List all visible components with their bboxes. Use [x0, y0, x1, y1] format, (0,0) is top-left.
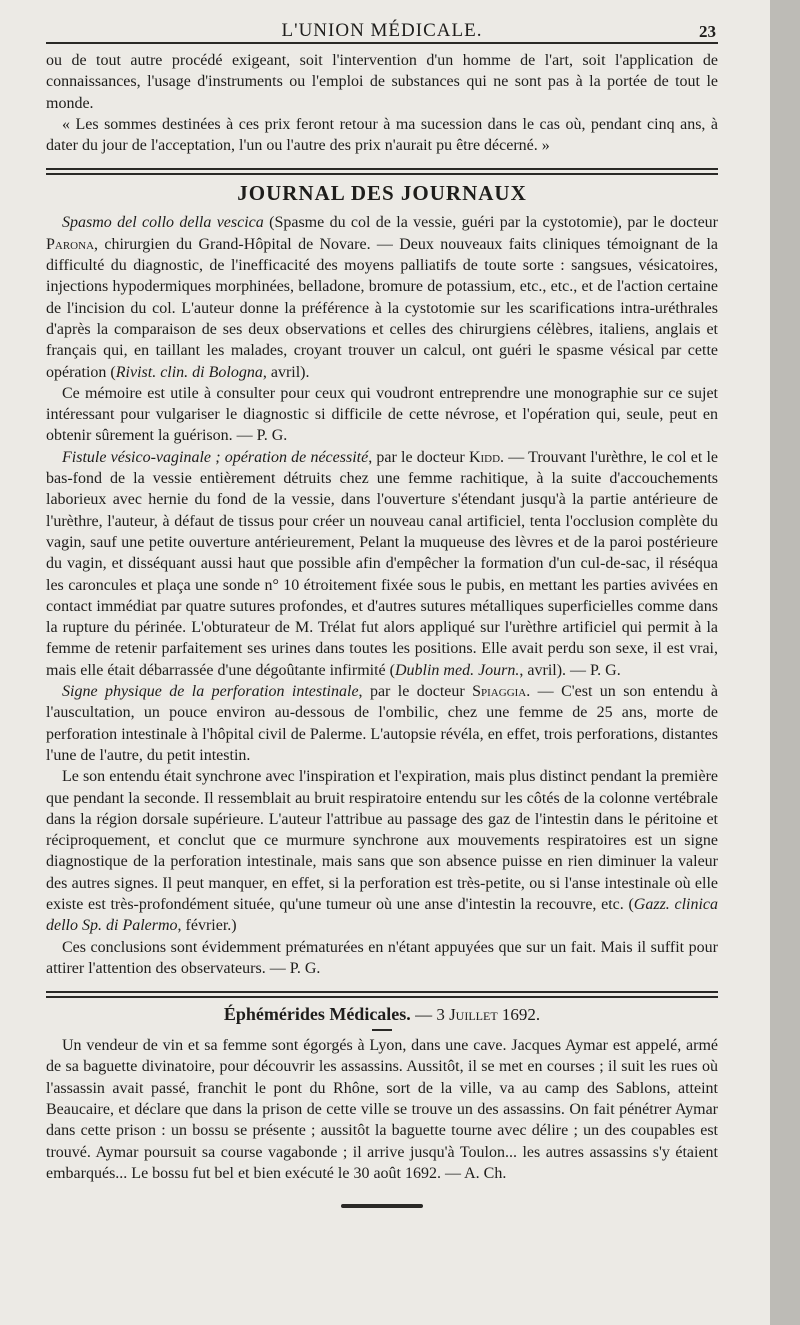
intro-paragraph-1: ou de tout autre procédé exigeant, soit l'intervention d'un homme de l'art, soit l'application de connaissances, l'usage d'instruments ou l'emploi de substances qui ne sont pas à la portée de tout le monde.	[46, 52, 718, 112]
intro-paragraph-2: « Les sommes destinées à ces prix feront retour à ma sucession dans le cas où, pendant cinq ans, à dater du jour de l'acceptation, l'un ou l'autre des prix n'aurait pu être décerné. »	[46, 115, 718, 155]
ephemerides-paragraph: Un vendeur de vin et sa femme sont égorgés à Lyon, dans une cave. Jacques Aymar est appelé, armé de sa baguette divinatoire, pour découvrir les assassins. Aussitôt, il se met en courses ; il suit les rues où l'assassin avait passé, franchit le pont du Rhône, sort de la ville, va au camp des Sablons, atteint Beaucaire, et déclare que dans la prison de cette ville se trouve un des assassins. On fait pénétrer Aymar dans cette prison : un bossu se présente ; aussitôt la baguette tourne avec délire ; un des coupables est trouvé. Aymar poursuit sa course vagabonde ; il arrive jusqu'à Toulon... les autres assassins s'y étaient embarqués... Le bossu fut bel et bien exécuté le 30 août 1692. — A. Ch.	[46, 1037, 718, 1182]
end-ornament-rule	[341, 1204, 423, 1208]
ephemerides-divider	[46, 991, 718, 998]
article-2-paragraph: Fistule vésico-vaginale ; opération de nécessité, par le docteur Kidd. — Trouvant l'urèthre, le col et le bas-fond de la vessie entièrement détruits chez une femme rachitique, à la suite d'accouchements laborieux avec hernie du fond de la vessie, dans l'ouverture s'étendant jusqu'à la partie antérieure de l'urèthre, l'auteur, à défaut de tissus pour créer un nouveau canal artificiel, tenta l'occlusion complète du vagin, sauf une petite ouverture antérieurement, Pelant la muqueuse des lèvres et de la paroi postérieure du vagin, et disséquant aussi haut que possible afin d'empêcher la formation d'un cul-de-sac, il réséqua les caroncules et plaça une sonde n° 10 étroitement fixée sous le pubis, en mettant les parties avivées en contact immédiat par quatre sutures profondes, et d'autres sutures métalliques superficielles comme dans la rupture du périnée. L'obturateur de M. Trélat fut alors appliqué sur l'urèthre artificiel qui permit à la femme de retenir parfaitement ses urines dans toutes les positions. Elle avait perdu son sexe, il est vrai, mais elle était débarrassée d'une dégoûtante infirmité (Dublin med. Journ., avril). — P. G.	[46, 448, 719, 679]
article-3-paragraph-3: Ces conclusions sont évidemment prématurées en n'étant appuyées que sur un fait. Mais il suffit pour attirer l'attention des observateurs. — P. G.	[46, 938, 718, 977]
section-divider	[46, 168, 718, 175]
article-2-author: Kidd	[468, 448, 501, 466]
journal-title: L'UNION MÉDICALE.	[281, 20, 483, 41]
text-column	[46, 12, 718, 1208]
article-2-source: Dublin med. Journ.	[394, 661, 520, 679]
article-2-title: Fistule vésico-vaginale ; opération de nécessité	[62, 448, 369, 466]
intro-block	[46, 50, 718, 156]
article-1-title: Spasmo del collo della vescica	[62, 214, 264, 232]
ephemerides-title: Éphémérides Médicales.	[223, 1004, 411, 1025]
article-3-source: Gazz. clinica dello Sp. di Palermo	[46, 895, 719, 935]
heading-rule	[372, 1029, 392, 1031]
article-1-paragraph: Spasmo del collo della vescica (Spasme du col de la vessie, guéri par la cystotomie), par le docteur Parona, chirurgien du Grand-Hôpital de Novare. — Deux nouveaux faits cliniques témoignant de la difficulté du diagnostic, de l'inefficacité des moyens palliatifs de toute sorte : sangsues, vésicatoires, injections hypodermiques morphinées, belladone, bromure de potassium, etc., etc., et de l'action certaine de l'incision du col. L'auteur donne la préférence à la cystotomie sur les scarifications intra-uréthrales d'après la comparaison de ses deux observations et celles des chirurgiens célèbres, italiens, anglais et français qui, en taillant les malades, croyant trouver un calcul, ont guéri le spasme vésical par cette opération (Rivist. clin. di Bologna, avril).	[46, 214, 719, 381]
running-header	[46, 12, 718, 44]
section-heading: JOURNAL DES JOURNAUX	[237, 181, 527, 206]
article-3-paragraph-2: Le son entendu était synchrone avec l'inspiration et l'expiration, mais plus distinct pendant la première que pendant la seconde. Il ressemblait au bruit respiratoire entendu sur les côtés de la colonne vertébrale dans la région dorsale supérieure. L'auteur l'attribue au passage des gaz de l'intestin dans le péritoine et réciproquement, et conclut que ce murmure synchrone aux mouvements respiratoires est un signe diagnostique de la perforation intestinale, mais sans que son absence puisse en rien diminuer la valeur des autres signes. Il peut manquer, en effet, si la perforation est très-petite, ou si l'anse intestinale où elle existe est très-profondément située, qu'une tumeur où une anse d'intestin la recouvre, etc. (Gazz. clinica dello Sp. di Palermo, février.)	[46, 768, 719, 935]
article-1-paragraph-2: Ce mémoire est utile à consulter pour ceux qui voudront entreprendre une monographie sur ce sujet intéressant pour vulgariser le diagnostic si difficile de cette névrose, et l'opération qui, seule, peut en obtenir sûrement la guérison. — P. G.	[46, 384, 718, 445]
page-number: 23	[699, 22, 716, 41]
ephemerides-heading: Éphémérides Médicales. — 3 Juillet 1692.	[223, 1004, 541, 1025]
article-3-title: Signe physique de la perforation intestinale	[62, 683, 359, 701]
ephemerides-month: Juillet	[449, 1005, 498, 1025]
article-3-paragraph: Signe physique de la perforation intestinale, par le docteur Spiaggia. — C'est un son entendu à l'auscultation, un pouce environ au-dessous de l'ombilic, chez une femme de 25 ans, morte de perforation intestinale à l'hôpital civil de Palerme. L'autopsie révéla, en effet, trois perforations, distantes l'une de l'autre, du petit intestin.	[46, 683, 718, 764]
article-3-author: Spiaggia	[472, 683, 527, 701]
article-1-source: Rivist. clin. di Bologna	[115, 363, 263, 381]
article-1-author: Parona	[46, 235, 95, 253]
